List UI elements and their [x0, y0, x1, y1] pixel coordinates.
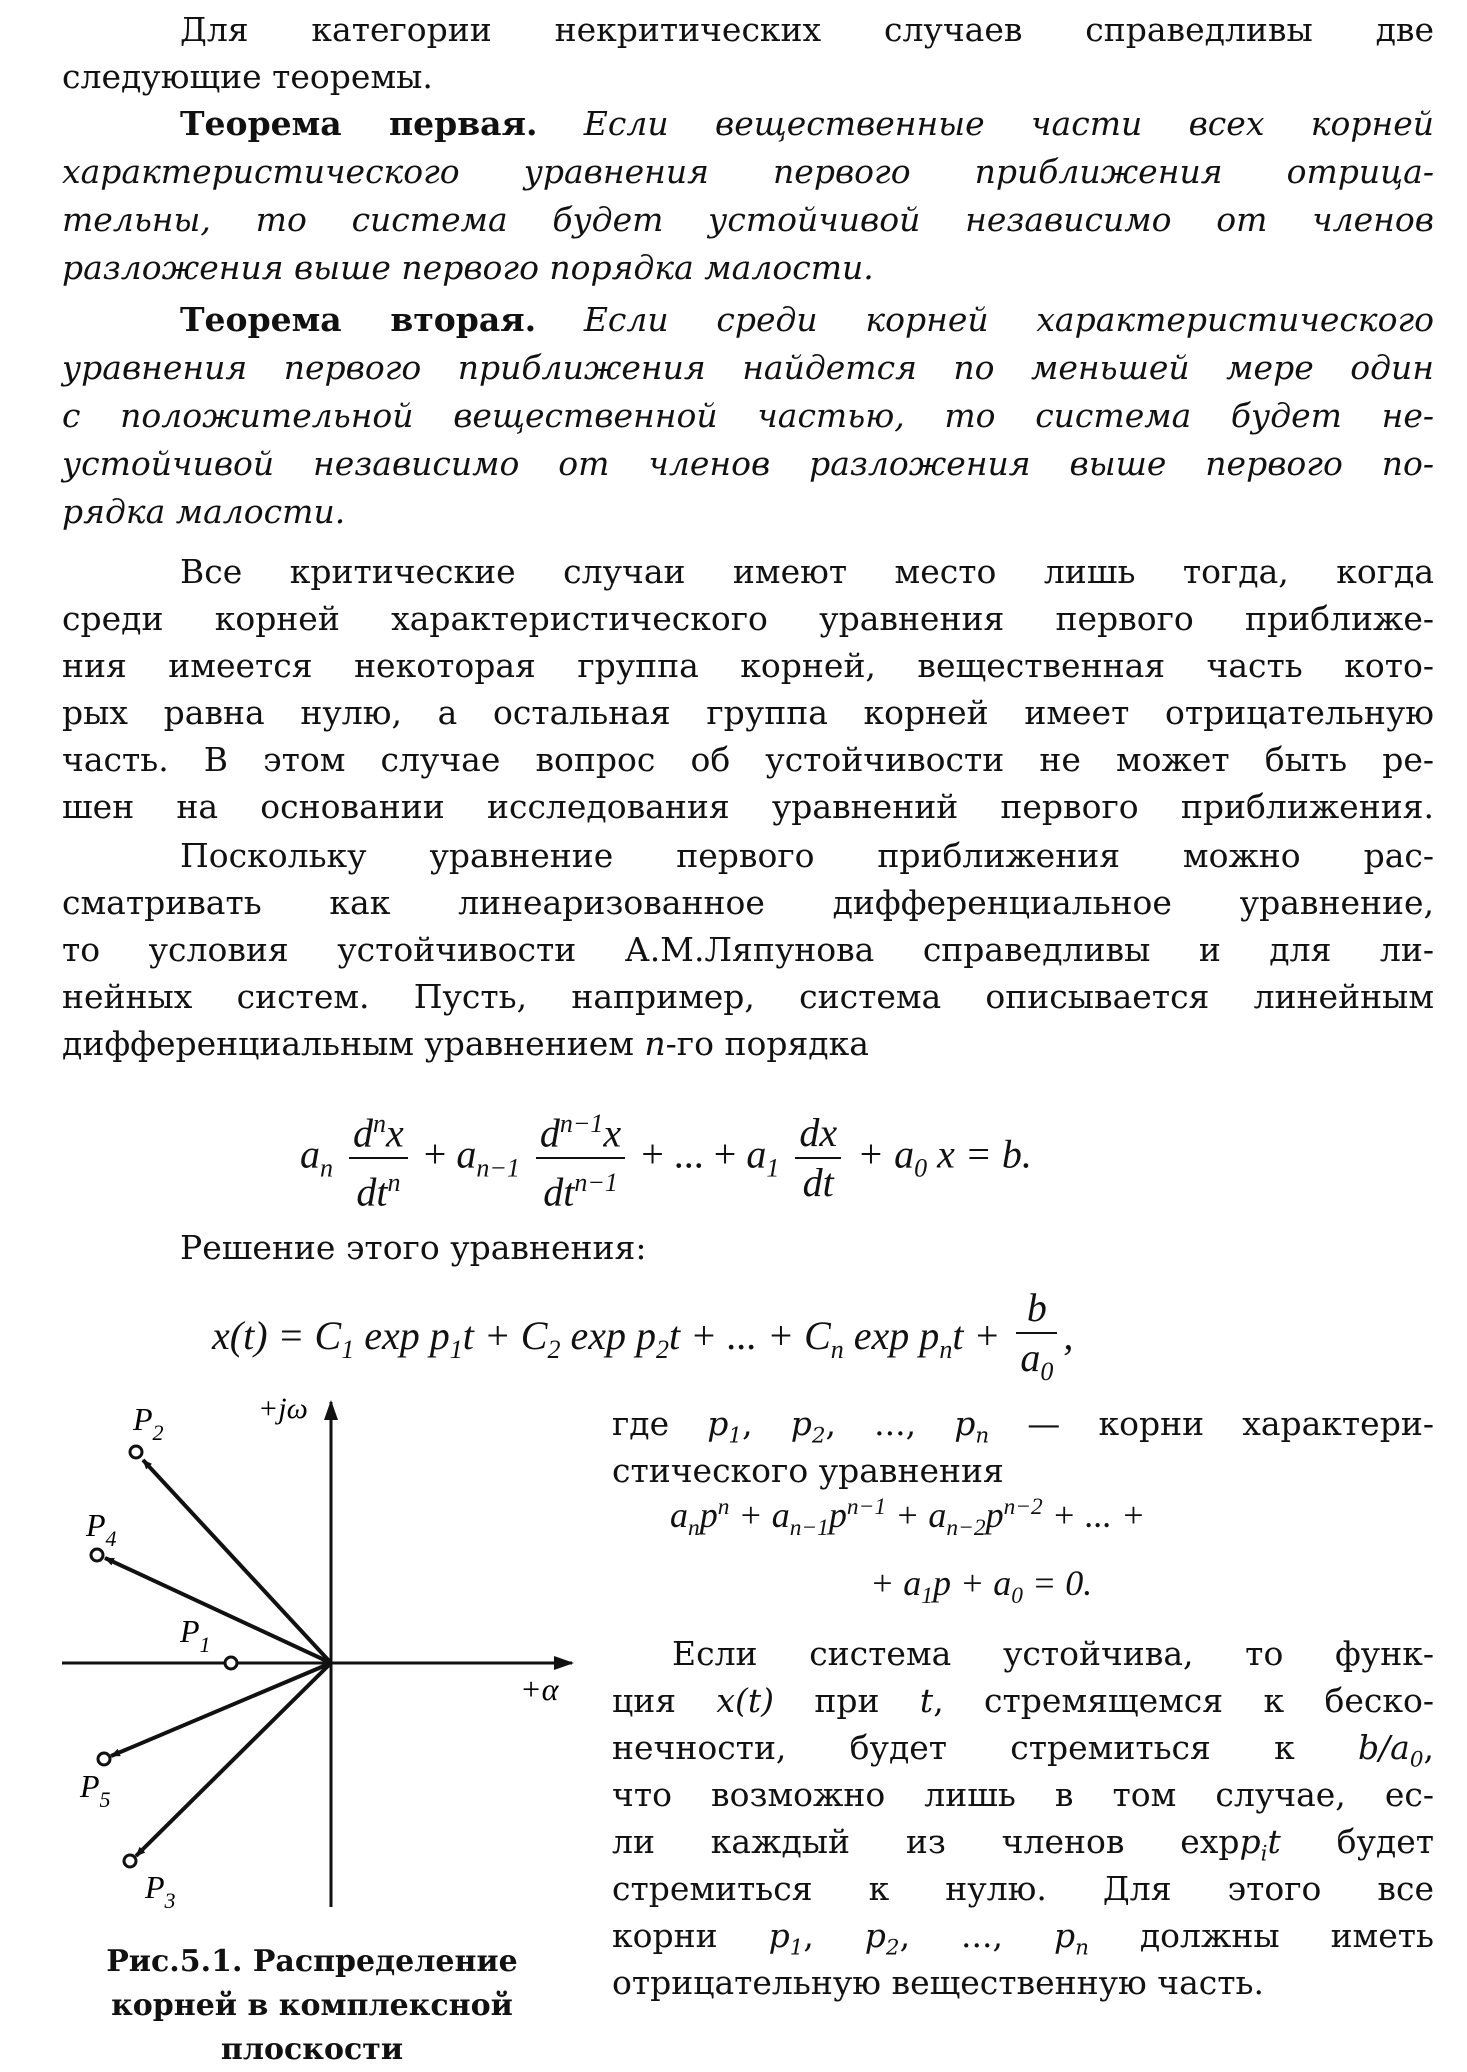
text-line: уравнения первого приближения найдется по меньшей мере один [62, 348, 1434, 387]
text-line: устойчивой независимо от членов разложения выше первого по- [62, 444, 1434, 483]
text-line: сматривать как линеаризованное дифференциальное уравнение, [62, 883, 1434, 922]
text-line: рядка малости. [62, 492, 346, 531]
theorem-first-line [62, 100, 1434, 147]
imaginary-axis-label: +jω [258, 1392, 308, 1425]
differential-equation: $a_n$ $\frac{d^nx}{dt^n}$ + $a_{n-1}$ $\frac{d^{n-1}x}{dt^{n-1}}$ + ... + $a_1$ $\frac{dx}{dt}$ + $a_0$ x = b. [300, 1100, 1032, 1217]
text-line: что возможно лишь в том случае, ес- [612, 1775, 1434, 1814]
root-point-p2 [130, 1446, 142, 1458]
root-vector-p3 [136, 1663, 331, 1856]
text-line: рых равна нулю, а остальная группа корней имеет отрицательную [62, 693, 1434, 732]
text-line: стического уравнения [612, 1451, 1004, 1490]
root-point-p3 [124, 1855, 136, 1867]
text-line: Решение этого уравнения: [180, 1228, 647, 1267]
root-label-p4: $P_4$ [86, 1507, 117, 1551]
figure-caption [62, 1940, 562, 2072]
text-span: Если вещественные части всех корней [583, 104, 1434, 143]
root-vector-p4 [105, 1558, 331, 1663]
root-vector-p2 [143, 1460, 331, 1663]
text-line: следующие теоремы. [62, 57, 433, 96]
math-variable: n [644, 1024, 666, 1063]
characteristic-equation-line2: + $a_1p + a_0 = 0$. [870, 1563, 1093, 1610]
text-line: разложения выше первого порядка малости. [62, 248, 874, 287]
root-label-p5: $P_5$ [80, 1768, 111, 1812]
text-span: дифференциальным уравнением [62, 1024, 645, 1063]
characteristic-equation-line1: $a_np^n + a_{n-1}p^{n-1} + a_{n-2}p^{n-2}$ + ... + [670, 1494, 1146, 1542]
text-span: -го порядка [665, 1024, 869, 1063]
real-axis-label: +α [520, 1671, 559, 1707]
fraction: $\frac{dx}{dt}$ [795, 1109, 841, 1207]
text-line: то условия устойчивости А.М.Ляпунова справедливы и для ли- [62, 930, 1434, 969]
text-line: нейных систем. Пусть, например, система описывается линейным [62, 977, 1434, 1016]
text-line: корни $p_1$, $p_2$, ..., $p_n$ должны иметь [612, 1916, 1434, 1961]
root-label-p1: $P_1$ [180, 1613, 211, 1657]
root-label-p2: $P_2$ [133, 1401, 164, 1445]
caption-line: корней в комплексной [111, 1988, 513, 2023]
root-label-p3: $P_3$ [145, 1869, 176, 1913]
text-line: где $p_1$, $p_2$, ..., $p_n$ — корни характери- [612, 1404, 1434, 1449]
fraction: $\frac{d^nx}{dt^n}$ [349, 1100, 408, 1217]
text-line: нечности, будет стремиться к $b/a_0$, [612, 1728, 1434, 1773]
text-span: Если среди корней характеристического [583, 300, 1434, 339]
theorem-first-heading: Теорема первая. [180, 104, 538, 143]
text-line [62, 1020, 1434, 1067]
text-line: ция x(t) при t, стремящемся к беско- [612, 1681, 1435, 1720]
text-line: стремиться к нулю. Для этого все [612, 1869, 1434, 1908]
theorem-second-heading: Теорема вторая. [180, 300, 537, 339]
text-line: Поскольку уравнение первого приближения можно рас- [180, 836, 1434, 875]
text-line: шен на основании исследования уравнений первого приближения. [62, 787, 1434, 826]
text-line: с положительной вещественной частью, то система будет не- [62, 396, 1434, 435]
text-line: Если система устойчива, то функ- [672, 1634, 1434, 1673]
fraction: $\frac{d^{n-1}x}{dt^{n-1}}$ [536, 1100, 625, 1217]
text-line: тельны, то система будет устойчивой независимо от членов [62, 200, 1434, 239]
root-point-p1 [225, 1657, 237, 1669]
root-point-p4 [91, 1549, 103, 1561]
text-line: Все критические случаи имеют место лишь тогда, когда [180, 552, 1434, 591]
theorem-second-line [62, 296, 1434, 343]
root-point-p5 [98, 1753, 110, 1765]
complex-plane-figure [0, 1380, 600, 1940]
caption-line: Рис.5.1. Распределение [106, 1944, 518, 1979]
text-line: отрицательную вещественную часть. [612, 1963, 1264, 2002]
fraction: $\frac{b}{a_0}$ [1016, 1284, 1057, 1396]
root-vector-p5 [111, 1663, 331, 1756]
text-line: Для категории некритических случаев справедливы две [180, 10, 1434, 49]
text-line: среди корней характеристического уравнения первого приближе- [62, 599, 1434, 638]
text-line: характеристического уравнения первого приближения отрица- [62, 152, 1434, 191]
text-line: часть. В этом случае вопрос об устойчивости не может быть ре- [62, 740, 1434, 779]
caption-line: плоскости [220, 2032, 404, 2067]
solution-equation: $x(t) = C_1$ $\exp p_1t + C_2$ $\exp p_2t$ + ... + $C_n$ $\exp p_nt$ + $\frac{b}{a_0}$ , [212, 1284, 1073, 1396]
text-line: ния имеется некоторая группа корней, вещественная часть кото- [62, 646, 1434, 685]
text-line: ли каждый из членов expp$_i$t будет [612, 1822, 1434, 1867]
